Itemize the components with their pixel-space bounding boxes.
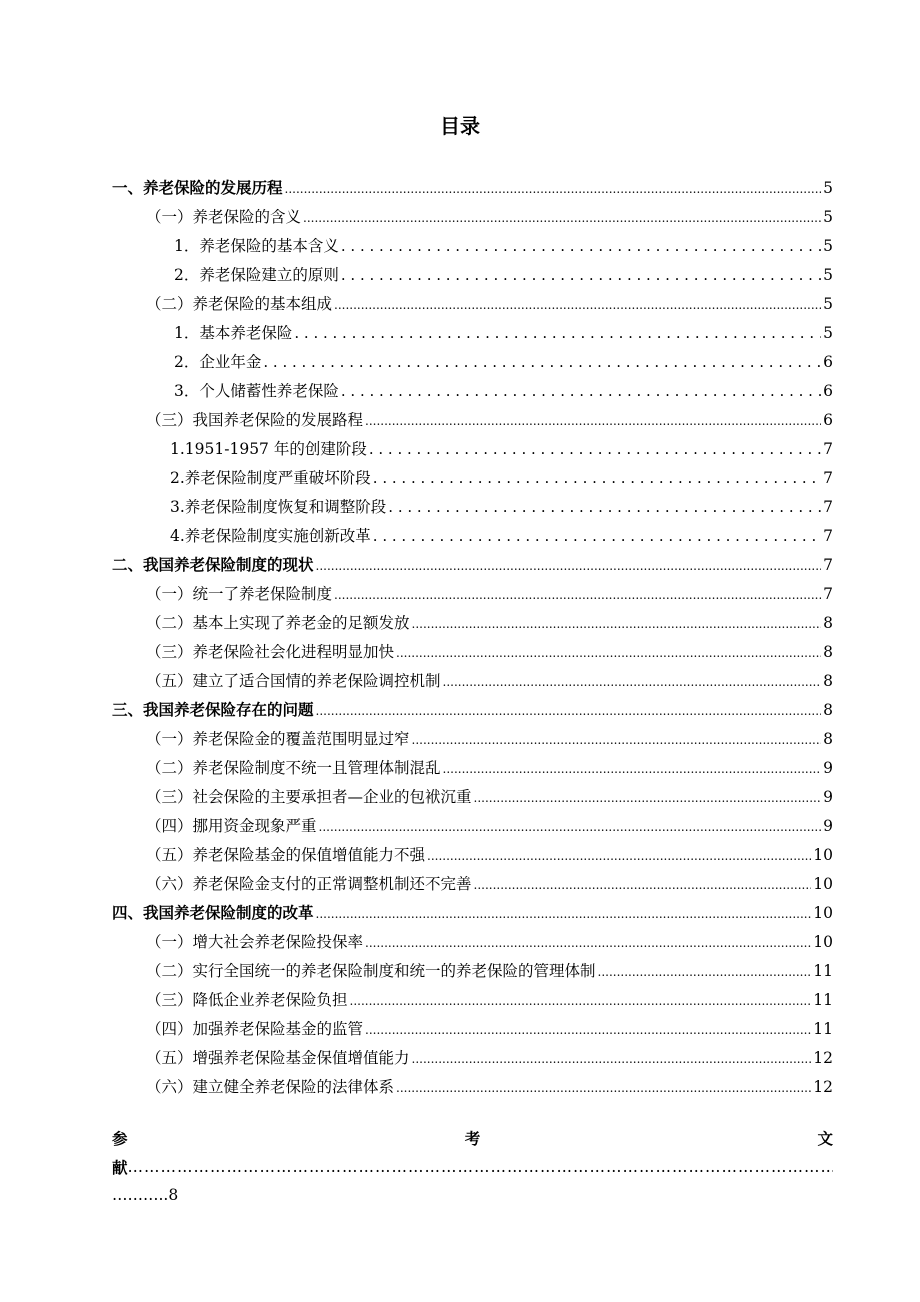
toc-entry[interactable]: [170, 430, 833, 459]
toc-entry-title: （五）增强养老保险基金保值增值能力: [146, 1049, 410, 1067]
toc-entry[interactable]: [146, 1039, 833, 1068]
toc-entry[interactable]: [146, 662, 833, 691]
toc-entry-page: 8: [823, 614, 833, 632]
toc-entry-page: 6: [823, 382, 833, 400]
toc-entry-page: 6: [823, 353, 833, 371]
toc-entry-title: （一）养老保险金的覆盖范围明显过窄: [146, 730, 410, 748]
toc-dot-leader: [598, 961, 812, 981]
toc-entry-title: 一、养老保险的发展历程: [112, 179, 283, 197]
toc-dot-leader: [474, 874, 812, 894]
toc-entry-title: （四）挪用资金现象严重: [146, 817, 317, 835]
toc-entry[interactable]: [146, 198, 833, 227]
toc-dot-leader: [263, 352, 821, 372]
toc-entry-title: 四、我国养老保险制度的改革: [112, 904, 314, 922]
toc-entry-page: 10: [813, 933, 833, 951]
toc-entry-page: 10: [813, 846, 833, 864]
toc-dot-leader: [373, 526, 821, 546]
page-title: 目录: [440, 114, 480, 138]
toc-dot-leader: [334, 584, 821, 604]
toc-entry-page: 8: [823, 730, 833, 748]
references-page: ………..8: [112, 1186, 179, 1204]
references-dot-leader: [128, 1158, 833, 1176]
references-heading: [112, 1124, 833, 1152]
toc-entry[interactable]: [170, 488, 833, 517]
toc-entry-title: 1．基本养老保险: [174, 324, 293, 342]
references-char-1: 参: [112, 1130, 128, 1148]
toc-entry-title: （四）加强养老保险基金的监管: [146, 1020, 364, 1038]
toc-entry-page: 12: [813, 1049, 833, 1067]
toc-entry-page: 5: [823, 179, 833, 197]
toc-entry-title: （五）养老保险基金的保值增值能力不强: [146, 846, 426, 864]
toc-dot-leader: [474, 787, 822, 807]
toc-entry-page: 9: [823, 788, 833, 806]
toc-entry-title: 1．养老保险的基本含义: [174, 237, 339, 255]
toc-entry-title: 二、我国养老保险制度的现状: [112, 556, 314, 574]
toc-dot-leader: [303, 207, 821, 227]
toc-entry-page: 9: [823, 817, 833, 835]
toc-entry-page: 7: [823, 556, 833, 574]
toc-entry-page: 8: [823, 643, 833, 661]
toc-entry[interactable]: [146, 807, 833, 836]
toc-dot-leader: [443, 671, 822, 691]
toc-dot-leader: [334, 294, 821, 314]
toc-dot-leader: [365, 932, 811, 952]
toc-entry[interactable]: [112, 691, 833, 720]
toc-entry[interactable]: [146, 401, 833, 430]
toc-entry-title: （三）降低企业养老保险负担: [146, 991, 348, 1009]
toc-dot-leader: [294, 323, 821, 343]
toc-entry[interactable]: [146, 836, 833, 865]
toc-dot-leader: [412, 613, 822, 633]
toc-entry-title: （二）养老保险制度不统一且管理体制混乱: [146, 759, 441, 777]
toc-dot-leader: [316, 903, 812, 923]
toc-entry-title: （三）社会保险的主要承担者—企业的包袱沉重: [146, 788, 472, 806]
toc-entry-page: 5: [823, 237, 833, 255]
toc-entry-page: 6: [823, 411, 833, 429]
toc-entry[interactable]: [146, 285, 833, 314]
toc-dot-leader: [396, 1077, 811, 1097]
toc-entry-page: 7: [823, 440, 833, 458]
toc-entry[interactable]: [112, 169, 833, 198]
toc-entry-title: （二）实行全国统一的养老保险制度和统一的养老保险的管理体制: [146, 962, 596, 980]
toc-entry-title: （六）建立健全养老保险的法律体系: [146, 1078, 395, 1096]
toc-entry-page: 10: [813, 904, 833, 922]
toc-entry[interactable]: [170, 517, 833, 546]
toc-entry-page: 12: [813, 1078, 833, 1096]
toc-entry[interactable]: [174, 343, 833, 372]
toc-entry[interactable]: [146, 1010, 833, 1039]
toc-dot-leader: [396, 642, 821, 662]
toc-entry[interactable]: [146, 633, 833, 662]
toc-entry[interactable]: [146, 749, 833, 778]
toc-entry-page: 7: [823, 527, 833, 545]
references-char-3: 文: [817, 1130, 833, 1148]
toc-dot-leader: [341, 381, 821, 401]
references-leader-line: [112, 1154, 833, 1180]
toc-entry-title: 3.养老保险制度恢复和调整阶段: [170, 498, 387, 516]
toc-entry[interactable]: [112, 546, 833, 575]
toc-dot-leader: [316, 700, 822, 720]
toc-entry-title: 4.养老保险制度实施创新改革: [170, 527, 371, 545]
toc-dot-leader: [373, 468, 821, 488]
toc-entry-page: 8: [823, 701, 833, 719]
references-char-2: 考: [464, 1130, 481, 1148]
toc-entry-page: 11: [813, 962, 833, 980]
toc-entry[interactable]: [146, 575, 833, 604]
toc-entry-title: 1.1951-1957 年的创建阶段: [170, 440, 367, 458]
toc-entry[interactable]: [146, 865, 833, 894]
toc-entry-title: （一）养老保险的含义: [146, 208, 302, 226]
toc-entry-title: 三、我国养老保险存在的问题: [112, 701, 314, 719]
toc-entry-title: （一）统一了养老保险制度: [146, 585, 333, 603]
toc-entry-title: （二）养老保险的基本组成: [146, 295, 333, 313]
toc-entry[interactable]: [146, 720, 833, 749]
toc-entry-title: （二）基本上实现了养老金的足额发放: [146, 614, 410, 632]
toc-entry[interactable]: [174, 372, 833, 401]
toc-entry-title: 2．养老保险建立的原则: [174, 266, 339, 284]
toc-entry[interactable]: [174, 256, 833, 285]
toc-dot-leader: [365, 410, 821, 430]
toc-dot-leader: [412, 1048, 812, 1068]
references-char-4: 献: [112, 1159, 128, 1177]
toc-dot-leader: [427, 845, 811, 865]
toc-entry-page: 8: [823, 672, 833, 690]
toc-entry[interactable]: [146, 778, 833, 807]
toc-entry-page: 11: [813, 1020, 833, 1038]
toc-entry[interactable]: [146, 952, 833, 981]
toc-entry-title: 3．个人储蓄性养老保险: [174, 382, 339, 400]
toc-entry[interactable]: [146, 604, 833, 633]
toc-entry[interactable]: [174, 314, 833, 343]
toc-entry-page: 11: [813, 991, 833, 1009]
toc-entry-title: （五）建立了适合国情的养老保险调控机制: [146, 672, 441, 690]
toc-entry-page: 7: [823, 585, 833, 603]
toc-dot-leader: [285, 178, 822, 198]
toc-entry-title: （三）养老保险社会化进程明显加快: [146, 643, 395, 661]
toc-entry[interactable]: [146, 923, 833, 952]
toc-dot-leader: [388, 497, 821, 517]
toc-entry-title: 2．企业年金: [174, 353, 262, 371]
toc-entry-title: （三）我国养老保险的发展路程: [146, 411, 364, 429]
toc-dot-leader: [350, 990, 812, 1010]
toc-entry[interactable]: [146, 1068, 833, 1097]
toc-entry-title: 2.养老保险制度严重破坏阶段: [170, 469, 371, 487]
toc-entry[interactable]: [174, 227, 833, 256]
toc-dot-leader: [316, 555, 822, 575]
toc-dot-leader: [341, 265, 821, 285]
toc-entry-page: 7: [823, 469, 833, 487]
toc-dot-leader: [365, 1019, 811, 1039]
toc-dot-leader: [412, 729, 822, 749]
toc-entry-title: （六）养老保险金支付的正常调整机制还不完善: [146, 875, 472, 893]
toc-entry-page: 5: [823, 208, 833, 226]
toc-entry[interactable]: [170, 459, 833, 488]
toc-entry-page: 5: [823, 266, 833, 284]
toc-entry[interactable]: [112, 894, 833, 923]
toc-dot-leader: [443, 758, 822, 778]
toc-dot-leader: [319, 816, 822, 836]
toc-entry-page: 5: [823, 295, 833, 313]
toc-entry-page: 5: [823, 324, 833, 342]
toc-dot-leader: [341, 236, 821, 256]
toc-entry-page: 10: [813, 875, 833, 893]
toc-entry-page: 7: [823, 498, 833, 516]
toc-dot-leader: [369, 439, 821, 459]
toc-entry[interactable]: [146, 981, 833, 1010]
toc-entry-page: 9: [823, 759, 833, 777]
toc-entry-title: （一）增大社会养老保险投保率: [146, 933, 364, 951]
